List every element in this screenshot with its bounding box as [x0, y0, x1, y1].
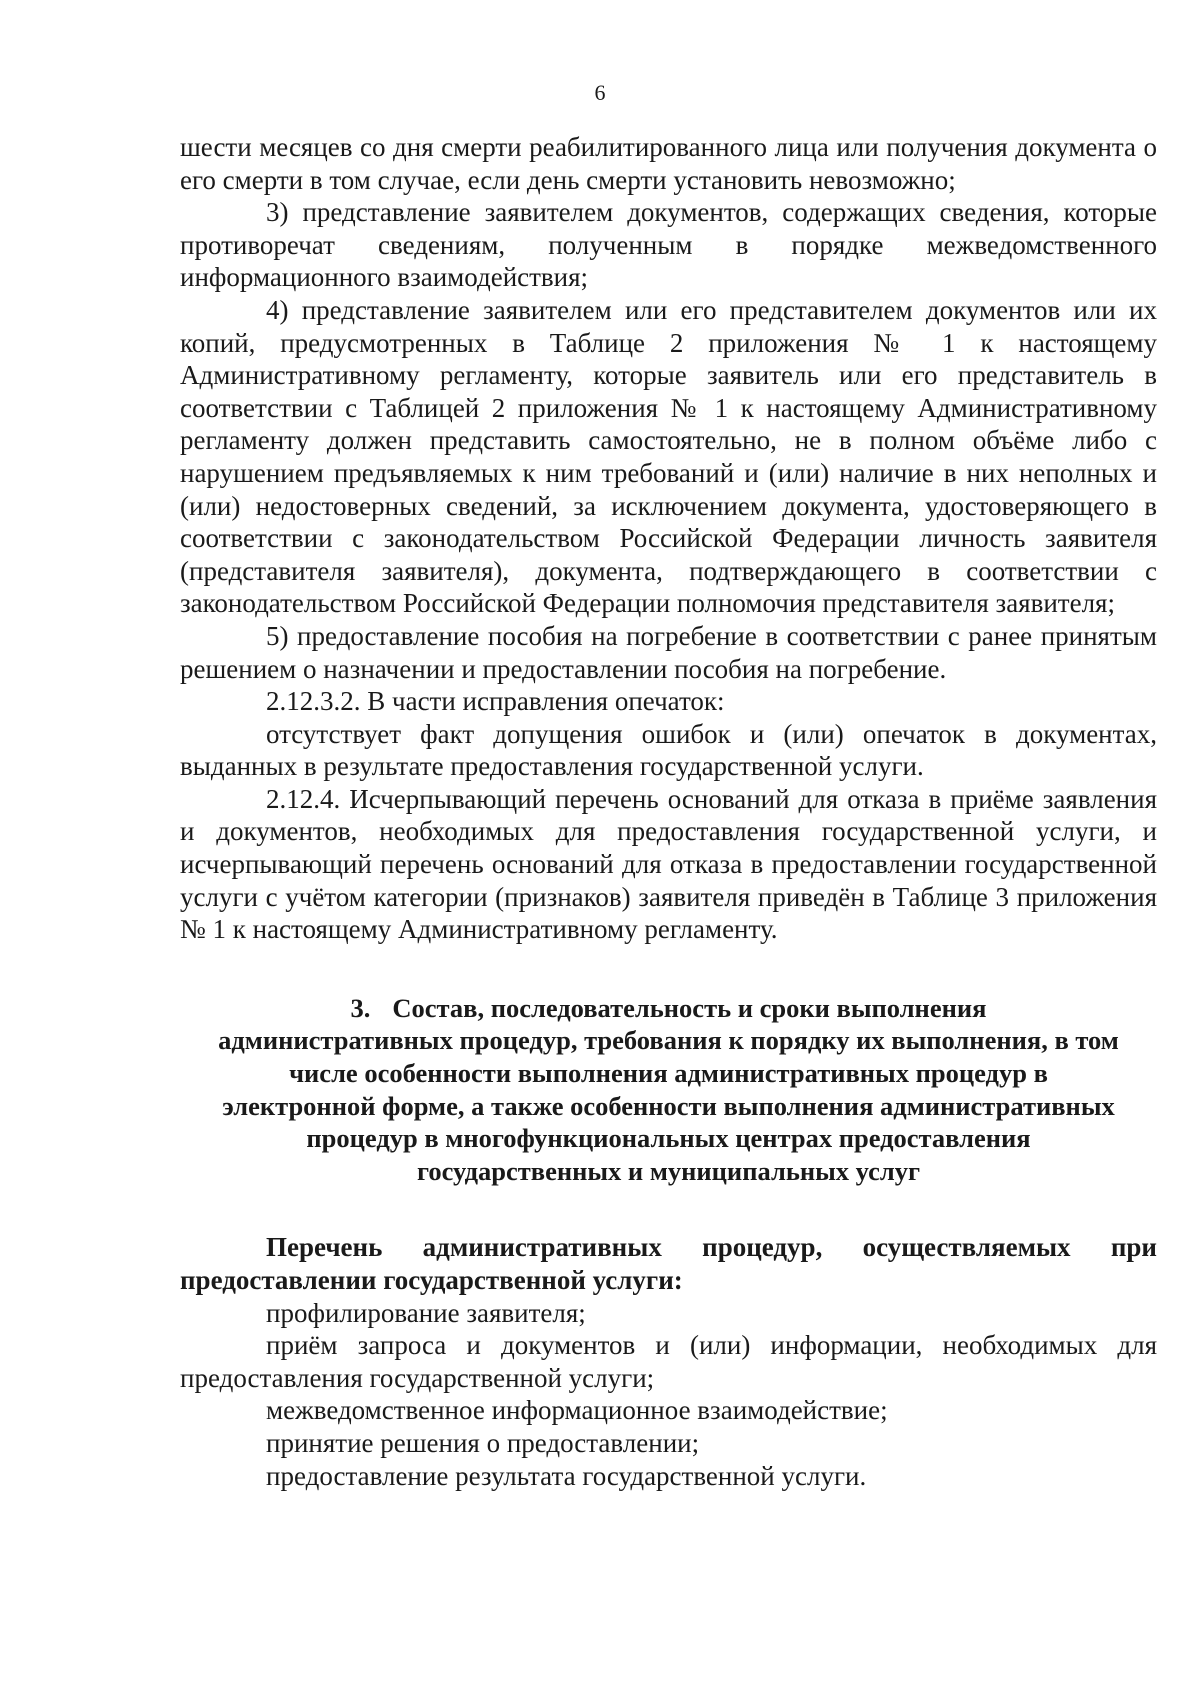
section-heading-line: административных процедур, требования к порядку их выполнения, в том: [218, 1025, 1119, 1056]
procedure-item: межведомственное информационное взаимодействие;: [266, 1395, 888, 1426]
section-heading-line: процедур в многофункциональных центрах предоставления: [306, 1123, 1031, 1154]
section-title-part: Состав, последовательность и сроки выполнения: [392, 992, 987, 1023]
paragraph: 5) предоставление пособия на погребение в соответствии с ранее принятым решением о назначении и предоставлении пособия на погребение.: [180, 620, 1157, 684]
procedure-item: принятие решения о предоставлении;: [266, 1427, 700, 1458]
section-heading: [180, 992, 1157, 1188]
section-heading-line: числе особенности выполнения административных процедур в: [289, 1058, 1048, 1089]
document-body: [180, 131, 1157, 1492]
section-number: 3.: [350, 992, 371, 1023]
procedure-item: предоставление результата государственной услуги.: [266, 1460, 867, 1491]
procedures-heading: Перечень административных процедур, осуществляемых при предоставлении государственной услуги:: [180, 1232, 1157, 1295]
procedure-item: приём запроса и документов и (или) информации, необходимых для предоставления государственной услуги;: [180, 1330, 1157, 1393]
procedure-item: профилирование заявителя;: [266, 1297, 586, 1328]
paragraph: 3) представление заявителем документов, содержащих сведения, которые противоречат сведениям, полученным в порядке межведомственного информационного взаимодействия;: [180, 197, 1157, 293]
paragraph: 2.12.3.2. В части исправления опечаток:: [266, 686, 725, 717]
section-heading-line: государственных и муниципальных услуг: [416, 1155, 921, 1186]
paragraph: 2.12.4. Исчерпывающий перечень оснований для отказа в приёме заявления и документов, необходимых для предоставления государственной услуги, и исчерпывающий перечень оснований для отказа в предоставлении государственной услуги с учётом категории (признаков) заявителя приведён в Таблице 3 приложения № 1 к настоящему Административному регламенту.: [180, 783, 1157, 945]
paragraph: отсутствует факт допущения ошибок и (или) опечаток в документах, выданных в результате предоставления государственной услуги.: [180, 718, 1157, 782]
page-number: 6: [594, 80, 606, 105]
section-heading-line: электронной форме, а также особенности выполнения административных: [222, 1090, 1115, 1121]
paragraph: 4) представление заявителем или его представителем документов или их копий, предусмотренных в Таблице 2 приложения № 1 к настоящему Административному регламенту, которые заявитель или его представитель в соответствии с Таблицей 2 приложения № 1 к настоящему Административному регламенту должен представить самостоятельно, не в полном объёме либо с нарушением предъявляемых к ним требований и (или) наличие в них неполных и (или) недостоверных сведений, за исключением документа, удостоверяющего в соответствии с законодательством Российской Федерации личность заявителя (представителя заявителя), документа, подтверждающего в соответствии с законодательством Российской Федерации полномочия представителя заявителя;: [180, 294, 1157, 619]
section-heading-line: [180, 992, 1157, 1025]
paragraph: шести месяцев со дня смерти реабилитированного лица или получения документа о его смерти в том случае, если день смерти установить невозможно;: [180, 132, 1157, 195]
